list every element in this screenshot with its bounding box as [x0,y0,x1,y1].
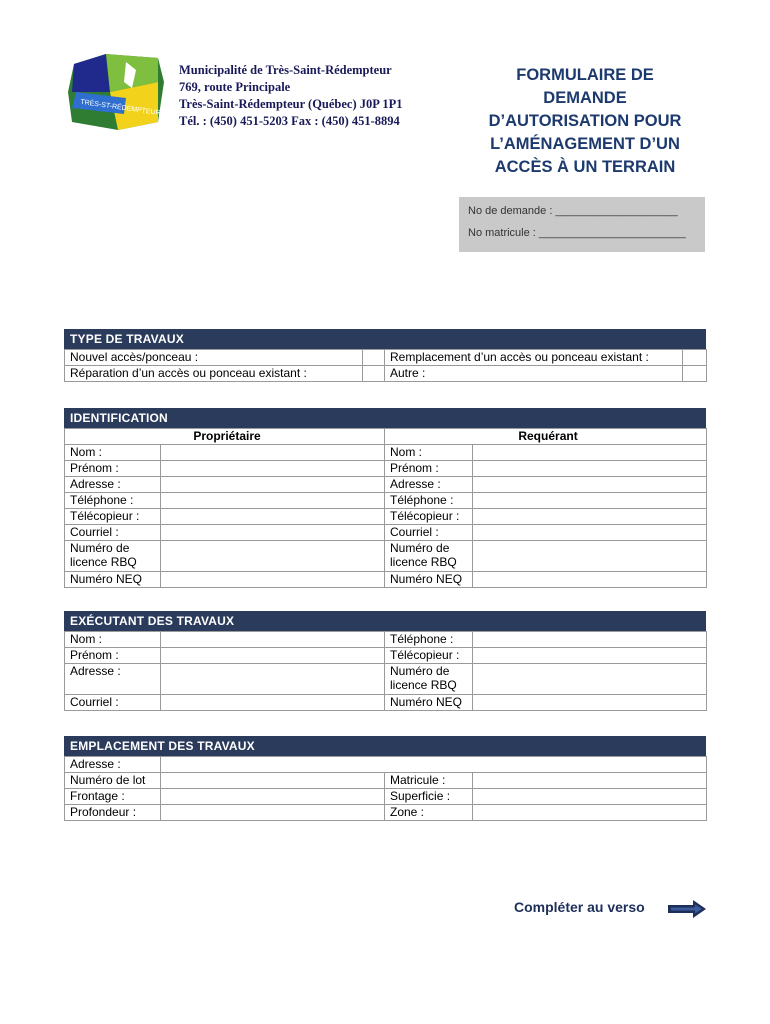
field-label: Numéro de lot [65,773,161,789]
matricule-number-field[interactable]: No matricule : ________________________ [468,227,686,239]
executant-neq-input[interactable] [473,695,707,711]
owner-name-input[interactable] [161,445,385,461]
field-label: Téléphone : [385,632,473,648]
executant-phone-input[interactable] [473,632,707,648]
field-label: Courriel : [65,695,161,711]
reference-box [459,197,705,252]
applicant-rbq-input[interactable] [473,541,707,572]
rbq-label-line: Numéro de [390,664,450,678]
table-row [65,366,707,382]
applicant-firstname-input[interactable] [473,461,707,477]
table-row [65,695,707,711]
rbq-label-line: Numéro de [390,541,450,555]
table-row [65,445,707,461]
table-row [65,648,707,664]
executant-email-input[interactable] [161,695,385,711]
form-title-line: D’AUTORISATION POUR [488,112,682,130]
emplacement-table [64,756,707,821]
frontage-input[interactable] [161,789,385,805]
location-address-input[interactable] [161,757,707,773]
field-label: Courriel : [385,525,473,541]
table-row [65,525,707,541]
section-identification [64,408,706,588]
zone-input[interactable] [473,805,707,821]
executant-fax-input[interactable] [473,648,707,664]
field-label: Remplacement d’un accès ou ponceau existant : [385,350,683,366]
executant-table [64,631,707,711]
table-row [65,789,707,805]
executant-address-input[interactable] [161,664,385,695]
section-heading: TYPE DE TRAVAUX [64,329,706,349]
identification-table [64,428,707,588]
field-label: Nom : [385,445,473,461]
owner-address-input[interactable] [161,477,385,493]
field-label: Télécopieur : [385,509,473,525]
municipality-city: Très-Saint-Rédempteur (Québec) J0P 1P1 [179,97,403,111]
checkbox-repair[interactable] [363,366,385,382]
applicant-name-input[interactable] [473,445,707,461]
column-owner: Propriétaire [65,429,385,445]
field-label: Matricule : [385,773,473,789]
applicant-address-input[interactable] [473,477,707,493]
owner-email-input[interactable] [161,525,385,541]
municipality-phone-fax: Tél. : (450) 451-5203 Fax : (450) 451-8894 [179,114,400,128]
section-emplacement [64,736,706,821]
table-row [65,509,707,525]
lot-number-input[interactable] [161,773,385,789]
owner-fax-input[interactable] [161,509,385,525]
executant-name-input[interactable] [161,632,385,648]
field-label: Prénom : [65,461,161,477]
owner-rbq-input[interactable] [161,541,385,572]
field-label: Numéro NEQ [385,695,473,711]
svg-text:TRÈS-ST-RÉDEMPTEUR: TRÈS-ST-RÉDEMPTEUR [79,98,161,118]
field-label: Superficie : [385,789,473,805]
field-label: Prénom : [385,461,473,477]
type-travaux-table [64,349,707,382]
checkbox-other[interactable] [683,366,707,382]
table-header-row [65,429,707,445]
field-label: Adresse : [65,477,161,493]
field-label: Nouvel accès/ponceau : [65,350,363,366]
applicant-phone-input[interactable] [473,493,707,509]
section-heading: EXÉCUTANT DES TRAVAUX [64,611,706,631]
table-row [65,541,707,572]
rbq-label-line: licence RBQ [390,678,457,692]
rbq-label-line: licence RBQ [390,555,457,569]
table-row [65,572,707,588]
municipality-address-block [179,62,469,130]
form-title-line: FORMULAIRE DE [516,66,654,84]
continue-on-back-label: Compléter au verso [514,899,645,915]
form-title-line: DEMANDE [543,89,627,107]
area-input[interactable] [473,789,707,805]
field-label: Autre : [385,366,683,382]
form-title-line: ACCÈS À UN TERRAIN [494,158,676,176]
field-label [385,664,473,695]
municipality-name: Municipalité de Très-Saint-Rédempteur [179,63,392,77]
field-label: Adresse : [65,757,161,773]
section-heading: EMPLACEMENT DES TRAVAUX [64,736,706,756]
table-row [65,664,707,695]
table-row [65,632,707,648]
table-row [65,757,707,773]
rbq-label-line: Numéro de [70,541,130,555]
form-title [460,64,710,179]
field-label: Prénom : [65,648,161,664]
table-row [65,461,707,477]
field-label: Numéro NEQ [65,572,161,588]
field-label: Téléphone : [65,493,161,509]
field-label: Réparation d’un accès ou ponceau existant : [65,366,363,382]
column-applicant: Requérant [385,429,707,445]
owner-neq-input[interactable] [161,572,385,588]
executant-firstname-input[interactable] [161,648,385,664]
checkbox-new-access[interactable] [363,350,385,366]
applicant-fax-input[interactable] [473,509,707,525]
field-label: Courriel : [65,525,161,541]
field-label: Frontage : [65,789,161,805]
depth-input[interactable] [161,805,385,821]
section-executant [64,611,706,711]
table-row [65,805,707,821]
municipality-street: 769, route Principale [179,80,291,94]
checkbox-replacement[interactable] [683,350,707,366]
field-label: Numéro NEQ [385,572,473,588]
form-title-line: L’AMÉNAGEMENT D’UN [490,135,680,153]
table-row [65,350,707,366]
rbq-label-line: licence RBQ [70,555,137,569]
applicant-neq-input[interactable] [473,572,707,588]
field-label [65,541,161,572]
field-label: Profondeur : [65,805,161,821]
request-number-field[interactable]: No de demande : ____________________ [468,205,678,217]
table-row [65,493,707,509]
field-label: Nom : [65,445,161,461]
field-label: Télécopieur : [65,509,161,525]
owner-firstname-input[interactable] [161,461,385,477]
field-label: Télécopieur : [385,648,473,664]
municipality-logo [66,52,166,132]
section-heading: IDENTIFICATION [64,408,706,428]
field-label [385,541,473,572]
section-type-travaux [64,329,706,382]
table-row [65,477,707,493]
field-label: Adresse : [65,664,161,695]
field-label: Zone : [385,805,473,821]
applicant-email-input[interactable] [473,525,707,541]
field-label: Adresse : [385,477,473,493]
arrow-right-icon [667,899,707,919]
executant-rbq-input[interactable] [473,664,707,695]
field-label: Téléphone : [385,493,473,509]
table-row [65,773,707,789]
owner-phone-input[interactable] [161,493,385,509]
field-label: Nom : [65,632,161,648]
matricule-input[interactable] [473,773,707,789]
